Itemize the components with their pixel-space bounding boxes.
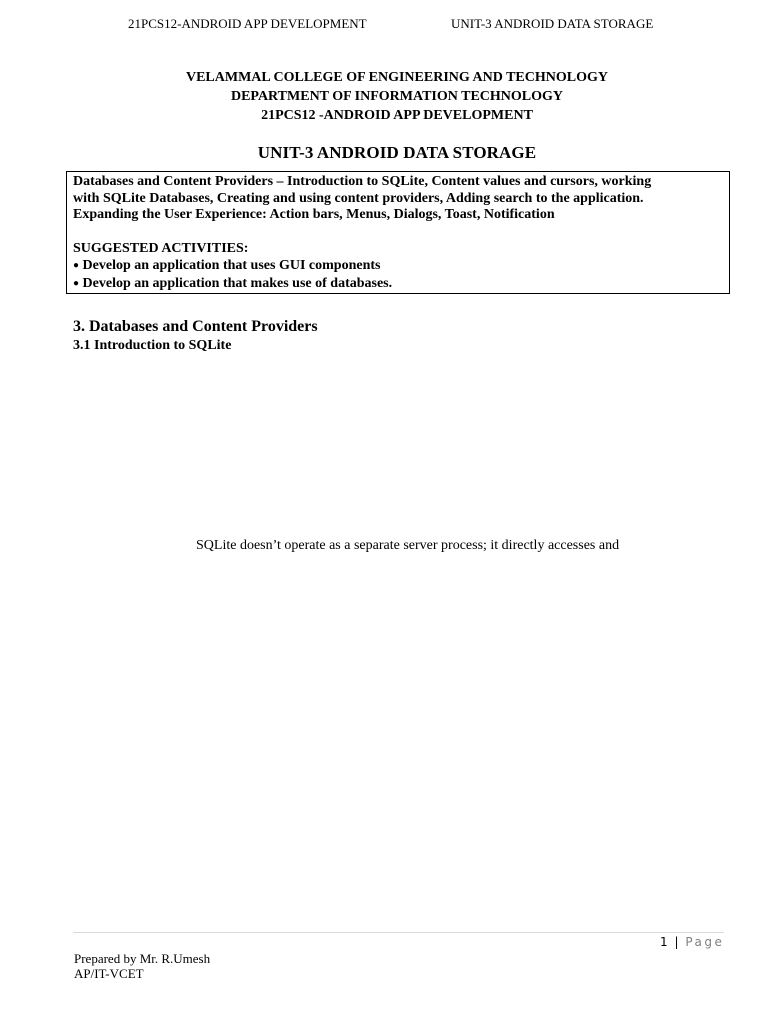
college-name: VELAMMAL COLLEGE OF ENGINEERING AND TECHNOLOGY [185,70,608,85]
running-header-unit: UNIT-3 ANDROID DATA STORAGE [451,16,654,31]
page-number-separator: | [674,935,680,949]
syllabus-line: Expanding the User Experience: Action bars, Menus, Dialogs, Toast, Notification [73,207,555,222]
unit-title: UNIT-3 ANDROID DATA STORAGE [257,143,537,162]
page-number-value: 1 [660,935,669,949]
course-name: 21PCS12 -ANDROID APP DEVELOPMENT [261,108,533,123]
page-label: Page [685,935,725,949]
body-paragraph: SQLite doesn’t operate as a separate server process; it directly accesses and [196,538,620,553]
syllabus-box [66,171,730,294]
prepared-by: Prepared by Mr. R.Umesh [74,951,211,966]
footer-divider [73,932,724,933]
bullet-icon: ● [73,259,80,271]
activity-item [73,257,723,275]
subsection-heading: 3.1 Introduction to SQLite [73,338,232,353]
section-heading: 3. Databases and Content Providers [73,318,318,335]
activities-heading: SUGGESTED ACTIVITIES: [73,240,249,256]
bullet-icon: ● [73,277,80,289]
activity-text: Develop an application that uses GUI components [82,257,381,273]
activity-item [73,275,723,293]
syllabus-line: with SQLite Databases, Creating and using content providers, Adding search to the application. [73,190,644,206]
page-number [660,935,724,949]
department-name: DEPARTMENT OF INFORMATION TECHNOLOGY [230,89,564,104]
author-affiliation: AP/IT-VCET [74,966,144,981]
running-header-course: 21PCS12-ANDROID APP DEVELOPMENT [128,16,367,31]
activity-text: Develop an application that makes use of databases. [82,275,393,291]
syllabus-line: Databases and Content Providers – Introduction to SQLite, Content values and cursors, working [73,174,652,189]
